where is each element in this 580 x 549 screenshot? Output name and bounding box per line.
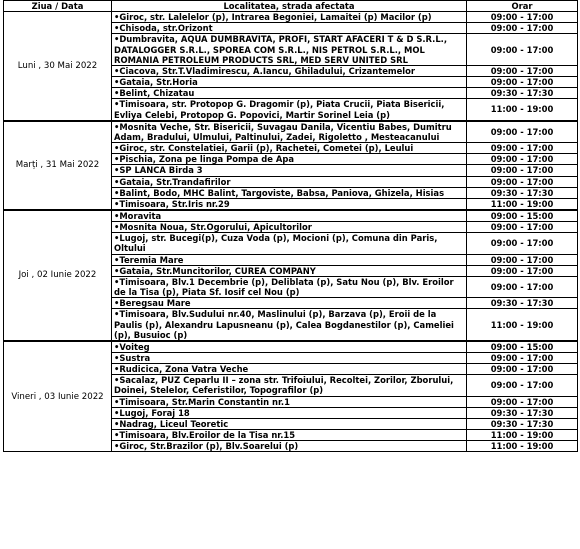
day-cell: Marți , 31 Mai 2022	[4, 121, 112, 210]
header-day: Ziua / Data	[4, 1, 112, 12]
location-cell: •SP LANCA Birda 3	[112, 165, 467, 176]
location-cell: •Timisoara, Str.Iris nr.29	[112, 198, 467, 210]
time-cell: 09:30 - 17:30	[467, 407, 578, 418]
location-cell: •Gataia, Str.Muncitorilor, CUREA COMPANY	[112, 265, 467, 276]
location-cell: •Teremia Mare	[112, 254, 467, 265]
location-cell: •Nadrag, Liceul Teoretic	[112, 418, 467, 429]
time-cell: 09:00 - 17:00	[467, 176, 578, 187]
location-cell: •Mosnita Noua, Str.Ogorului, Apicultorilor	[112, 222, 467, 233]
time-cell: 11:00 - 19:00	[467, 198, 578, 210]
location-cell: •Giroc, str. Lalelelor (p), Intrarea Begoniei, Lamaitei (p) Macilor (p)	[112, 12, 467, 23]
location-cell: •Gataia, Str.Horia	[112, 77, 467, 88]
location-cell: •Balint, Bodo, MHC Balint, Targoviste, Babsa, Paniova, Ghizela, Hisias	[112, 187, 467, 198]
location-cell: •Pischia, Zona pe linga Pompa de Apa	[112, 154, 467, 165]
location-cell: •Timisoara, Blv.1 Decembrie (p), Deliblata (p), Satu Nou (p), Blv. Eroilor de la Tisa (p), Piata Sf. Iosif cel Nou (p)	[112, 276, 467, 297]
location-cell: •Belint, Chizatau	[112, 88, 467, 99]
time-cell: 09:00 - 15:00	[467, 341, 578, 353]
time-cell: 09:00 - 17:00	[467, 364, 578, 375]
location-cell: •Lugoj, str. Bucegi(p), Cuza Voda (p), Mocioni (p), Comuna din Paris, Oltului	[112, 233, 467, 254]
time-cell: 09:00 - 17:00	[467, 254, 578, 265]
day-cell: Vineri , 03 Iunie 2022	[4, 341, 112, 452]
time-cell: 09:00 - 17:00	[467, 154, 578, 165]
location-cell: •Timisoara, Blv.Sudului nr.40, Maslinului (p), Barzava (p), Eroii de la Paulis (p), Alexandru Lapusneanu (p), Calea Bogdanestilor (p), Cameliei (p), Busuioc (p)	[112, 309, 467, 341]
time-cell: 09:00 - 17:00	[467, 34, 578, 65]
outage-schedule-table	[3, 0, 578, 452]
time-cell: 11:00 - 19:00	[467, 430, 578, 441]
header-time: Orar	[467, 1, 578, 12]
header-row	[4, 1, 578, 12]
time-cell: 09:30 - 17:30	[467, 187, 578, 198]
time-cell: 11:00 - 19:00	[467, 309, 578, 341]
header-location: Localitatea, strada afectata	[112, 1, 467, 12]
time-cell: 09:00 - 17:00	[467, 65, 578, 76]
location-cell: •Timisoara, str. Protopop G. Dragomir (p), Piata Crucii, Piata Bisericii, Evliya Celebi, Protopop G. Popovici, Martir Sorinel Leia (p)	[112, 99, 467, 121]
location-cell: •Giroc, Str.Brazilor (p), Blv.Soarelui (p)	[112, 441, 467, 452]
time-cell: 09:00 - 17:00	[467, 353, 578, 364]
location-cell: •Chisoda, str.Orizont	[112, 23, 467, 34]
time-cell: 09:00 - 17:00	[467, 276, 578, 297]
time-cell: 09:30 - 17:30	[467, 298, 578, 309]
day-cell: Joi , 02 Iunie 2022	[4, 210, 112, 341]
time-cell: 09:00 - 17:00	[467, 222, 578, 233]
time-cell: 09:30 - 17:30	[467, 88, 578, 99]
location-cell: •Mosnita Veche, Str. Bisericii, Suvagau Danila, Vicentiu Babes, Dumitru Adam, Bradului, Ulmului, Paltinului, Zadei, Rigoletto , Mesteacanului	[112, 121, 467, 143]
table-row	[4, 121, 578, 143]
location-cell: •Timisoara, Str.Marin Constantin nr.1	[112, 396, 467, 407]
time-cell: 09:00 - 17:00	[467, 233, 578, 254]
table-row	[4, 341, 578, 353]
time-cell: 09:00 - 17:00	[467, 23, 578, 34]
time-cell: 09:00 - 17:00	[467, 12, 578, 23]
location-cell: •Voiteg	[112, 341, 467, 353]
time-cell: 09:00 - 17:00	[467, 165, 578, 176]
location-cell: •Lugoj, Foraj 18	[112, 407, 467, 418]
location-cell: •Beregsau Mare	[112, 298, 467, 309]
time-cell: 09:00 - 15:00	[467, 210, 578, 222]
time-cell: 09:30 - 17:30	[467, 418, 578, 429]
location-cell: •Sacalaz, PUZ Ceparlu II – zona str. Trifoiului, Recoltei, Zorilor, Zborului, Doinei, Stelelor, Ceferistilor, Topografilor (p)	[112, 375, 467, 396]
time-cell: 11:00 - 19:00	[467, 99, 578, 121]
time-cell: 09:00 - 17:00	[467, 396, 578, 407]
location-cell: •Ciacova, Str.T.Vladimirescu, A.Iancu, Ghiladului, Crizantemelor	[112, 65, 467, 76]
location-cell: •Giroc, str. Constelatiei, Garii (p), Rachetei, Cometei (p), Leului	[112, 143, 467, 154]
day-cell: Luni , 30 Mai 2022	[4, 12, 112, 121]
location-cell: •Rudicica, Zona Vatra Veche	[112, 364, 467, 375]
location-cell: •Gataia, Str.Trandafirilor	[112, 176, 467, 187]
location-cell: •Sustra	[112, 353, 467, 364]
location-cell: •Timisoara, Blv.Eroilor de la Tisa nr.15	[112, 430, 467, 441]
table-row	[4, 210, 578, 222]
time-cell: 09:00 - 17:00	[467, 121, 578, 143]
time-cell: 09:00 - 17:00	[467, 375, 578, 396]
time-cell: 09:00 - 17:00	[467, 77, 578, 88]
location-cell: •Dumbravita, AQUA DUMBRAVITA, PROFI, START AFACERI T & D S.R.L., DATALOGGER S.R.L., SPOREA COM S.R.L., NIS PETROL S.R.L., MOL ROMANIA PETROLEUM PRODUCTS SRL, MED SERV UNITED SRL	[112, 34, 467, 65]
location-cell: •Moravita	[112, 210, 467, 222]
table-row	[4, 12, 578, 23]
time-cell: 09:00 - 17:00	[467, 265, 578, 276]
time-cell: 09:00 - 17:00	[467, 143, 578, 154]
time-cell: 11:00 - 19:00	[467, 441, 578, 452]
